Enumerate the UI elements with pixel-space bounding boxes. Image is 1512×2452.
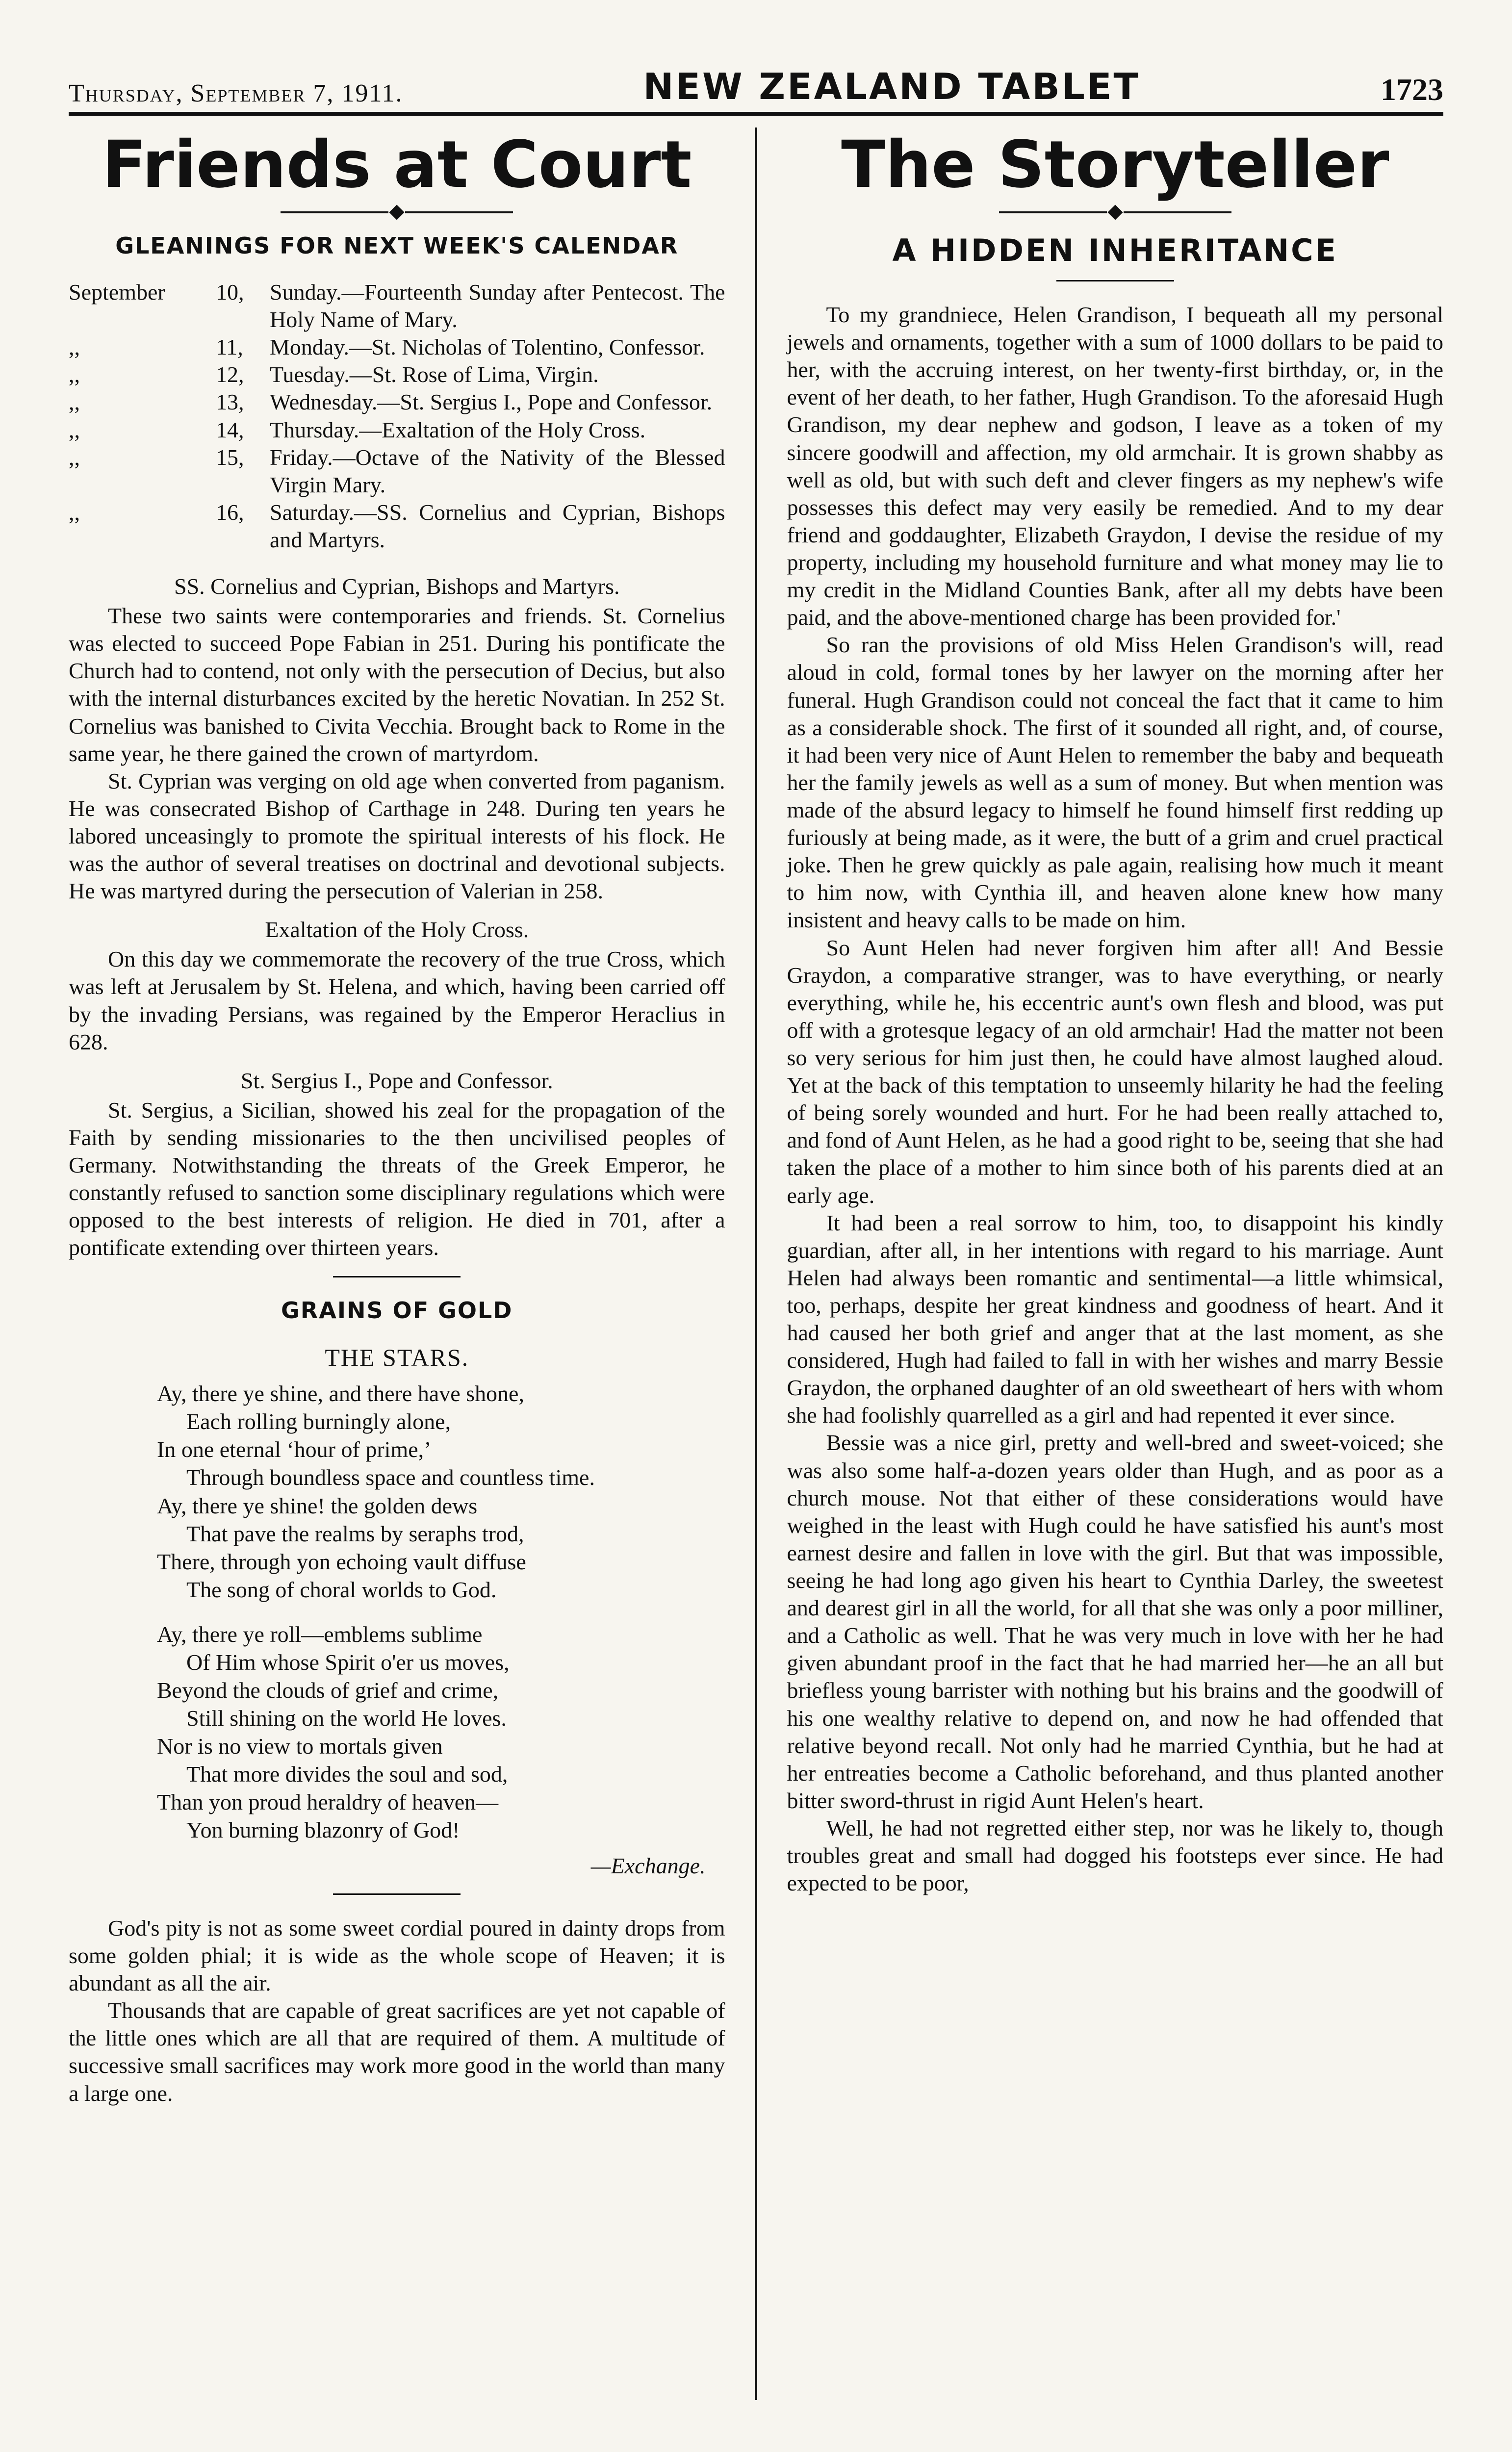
poem-line: In one eternal ‘hour of prime,’ [157,1437,432,1462]
calendar-day: 10, [216,280,244,305]
paragraph: On this day we commemorate the recovery of the true Cross, which was left at Jerusalem by St. Helena, and which, having been carried off by the invading Persians, was regained by the Emperor Heraclius in 628. [69,946,725,1054]
paragraph: St. Cyprian was verging on old age when converted from paganism. He was consecrated Bishop of Carthage in 248. During ten years he labored unceasingly to promote the spiritual interests of his flock. He was the author of several treatises on doctrinal and devotional subjects. He was martyred during the persecution of Valerian in 258. [69,768,725,904]
grains-of-gold-heading: GRAINS OF GOLD [281,1297,513,1324]
calendar-entry [69,499,725,554]
calendar-text: Thursday.—Exaltation of the Holy Cross. [270,417,646,442]
calendar-list [69,279,725,554]
poem-line: Nor is no view to mortals given [157,1733,443,1759]
section-title: SS. Cornelius and Cyprian, Bishops and Martyrs. [174,574,620,599]
calendar-month: ,, [69,417,80,442]
calendar-day: 15, [216,444,244,470]
poem-line: Ay, there ye shine, and there have shone, [157,1381,524,1406]
story-body [787,301,1443,1897]
ornament-rule [69,207,725,218]
calendar-text: Wednesday.—St. Sergius I., Pope and Confessor. [270,389,713,415]
poem-line: Yon burning blazonry of God! [186,1817,460,1842]
poem-line: Ay, there ye roll—emblems sublime [157,1621,483,1647]
newspaper-title: NEW ZEALAND TABLET [643,66,1140,108]
calendar-entry [69,444,725,499]
section-title: St. Sergius I., Pope and Confessor. [240,1068,553,1093]
calendar-day: 11, [216,334,243,360]
calendar-day: 14, [216,417,244,442]
poem-line: Of Him whose Spirit o'er us moves, [186,1649,510,1675]
story-paragraph: Well, he had not regretted either step, nor was he likely to, though troubles great and small had dogged his footsteps ever since. He had expected to be poor, [787,1815,1444,1896]
department-heading-storyteller: The Storyteller [841,128,1389,203]
paragraph: God's pity is not as some sweet cordial poured in dainty drops from some golden phial; it is wide as the whole scope of Heaven; it is abundant as all the air. [69,1915,725,1996]
calendar-month: ,, [69,444,80,470]
calendar-day: 12, [216,362,244,387]
columns [69,128,1443,2400]
page-number: 1723 [1380,72,1443,107]
saints-sections [69,573,725,1261]
calendar-text: Friday.—Octave of the Nativity of the Blessed Virgin Mary. [270,444,725,497]
story-title: A HIDDEN INHERITANCE [892,232,1338,268]
poem-stanza [157,1379,725,1603]
poem-title: THE STARS. [325,1344,469,1372]
calendar-text: Tuesday.—St. Rose of Lima, Virgin. [270,362,599,387]
story-paragraph: It had been a real sorrow to him, too, to disappoint his kindly guardian, after all, in her intentions with regard to his marriage. Aunt Helen had always been romantic and sentimental—a little whimsical, too, perhaps, despite her great kindness and goodness of heart. And it had caused her both grief and anger that at the last moment, as she considered, Hugh had failed to fall in with her wishes and marry Bessie Graydon, the orphaned daughter of an old sweetheart of hers with whom she had foolishly quarrelled as a girl and had repented it ever since. [787,1210,1444,1428]
calendar-text: Saturday.—SS. Cornelius and Cyprian, Bishops and Martyrs. [270,499,725,552]
ornament-rule [787,207,1443,218]
calendar-month: ,, [69,499,80,525]
calendar-entry [69,416,725,444]
calendar-month: September [69,280,165,305]
poem-credit: —Exchange. [590,1853,706,1878]
section-title: Exaltation of the Holy Cross. [265,917,529,943]
calendar-month: ,, [69,334,80,360]
poem-line: There, through yon echoing vault diffuse [157,1549,526,1574]
poem [69,1379,725,1844]
right-column [767,128,1443,2400]
calendar-month: ,, [69,389,80,415]
poem-line: Beyond the clouds of grief and crime, [157,1677,499,1703]
story-paragraph: To my grandniece, Helen Grandison, I bequeath all my personal jewels and ornaments, together with a sum of 1000 dollars to be paid to her, with the accruing interest, on her twenty-first birthday, or, in the event of her death, to her father, Hugh Grandison. To the aforesaid Hugh Grandison, my dear nephew and godson, I leave as a token of my sincere goodwill and affection, my old armchair. It is grown shabby as well as old, but with such deft and clever fingers as my nephew's wife possesses this defect may very easily be remedied. And to my dear friend and goddaughter, Elizabeth Graydon, I devise the residue of my property, including my household furniture and what money may lie to my credit in the Midland Counties Bank, after all my debts have been paid, and the above-mentioned charge has been provided for.' [787,302,1444,630]
calendar-entry [69,279,725,333]
column-rule [755,128,758,2400]
calendar-month: ,, [69,362,80,387]
department-heading-friends-at-court: Friends at Court [102,128,692,203]
calendar-subheading: GLEANINGS FOR NEXT WEEK'S CALENDAR [115,232,679,259]
left-column [69,128,745,2400]
paragraph: These two saints were contemporaries and friends. St. Cornelius was elected to succeed Pope Fabian in 251. During his pontificate the Church had to contend, not only with the persecution of Decius, but also with the internal disturbances excited by the heretic Novatian. In 252 St. Cornelius was banished to Civita Vecchia. Brought back to Rome in the same year, he there gained the crown of martyrdom. [69,603,725,766]
calendar-entry [69,361,725,388]
poem-line: Than yon proud heraldry of heaven— [157,1789,499,1814]
calendar-text: Sunday.—Fourteenth Sunday after Pentecost. The Holy Name of Mary. [270,280,725,332]
story-paragraph: So Aunt Helen had never forgiven him after all! And Bessie Graydon, a comparative stranger, was to have everything, or nearly everything, while he, his eccentric aunt's own flesh and blood, was put off with a grotesque legacy of an old armchair! Had the matter not been so very serious for him just then, he could have almost laughed aloud. Yet at the back of this temptation to unseemly hilarity he had the feeling of being sorely wounded and hurt. For he had been really attached to, and fond of Aunt Helen, as he had a good right to be, seeing that she had taken the place of a mother to him since both of his parents died at an early age. [787,935,1444,1208]
calendar-text: Monday.—St. Nicholas of Tolentino, Confessor. [270,334,705,360]
poem-line: Each rolling burningly alone, [186,1409,451,1434]
masthead [69,54,1443,116]
poem-line: That more divides the soul and sod, [186,1761,508,1787]
poem-line: Through boundless space and countless time. [186,1465,595,1490]
calendar-day: 16, [216,499,244,525]
poem-divider [333,1893,461,1895]
poem-stanza [157,1620,725,1844]
story-paragraph: Bessie was a nice girl, pretty and well-bred and sweet-voiced; she was also some half-a-dozen years older than Hugh, and as poor as a church mouse. Not that either of these considerations would have weighed in the least with Hugh could he have satisfied his aunt's most earnest desire and fallen in love with the girl. But that was impossible, seeing he had long ago given his heart to Cynthia Darley, the sweetest and dearest girl in all the world, for all that she was only a poor milliner, and a Catholic as well. That he was very much in love with her he had given abundant proof in the fact that he had married her—he an all but briefless young barrister with nothing but his brains and the goodwill of his one wealthy relative to depend on, and now he had offended that relative beyond recall. Not only had he married Cynthia, but he had at her entreaties become a Catholic beforehand, and thus planted another bitter sword-thrust in rigid Aunt Helen's heart. [787,1430,1444,1813]
poem-line: The song of choral worlds to God. [186,1577,497,1602]
paragraph: St. Sergius, a Sicilian, showed his zeal for the propagation of the Faith by sending missionaries to the then uncivilised peoples of Germany. Notwithstanding the threats of the Greek Emperor, he constantly refused to sanction some disciplinary regulations which were opposed to the best interests of religion. He died in 701, after a pontificate extending over thirteen years. [69,1097,725,1260]
calendar-entry [69,333,725,361]
poem-line: That pave the realms by seraphs trod, [186,1521,524,1546]
section-divider [333,1276,461,1277]
calendar-entry [69,388,725,416]
story-paragraph: So ran the provisions of old Miss Helen Grandison's will, read aloud in cold, formal tones by her lawyer on the morning after her funeral. Hugh Grandison could not conceal the fact that it came to him as a considerable shock. The first of it sounded all right, and, of course, it had been very nice of Aunt Helen to remember the baby and bequeath her the family jewels as well as a sum of money. But when mention was made of the absurd legacy to himself he found himself first redding up furiously at being made, as it were, the butt of a grim and cruel practical joke. Then he grew quickly as pale again, realising how much it meant to him now, with Cynthia ill, and heaven alone knew how many insistent and heavy calls to be made on him. [787,632,1444,933]
issue-date: Thursday, September 7, 1911. [69,79,403,107]
paragraph: Thousands that are capable of great sacrifices are yet not capable of the little ones which are all that are required of them. A multitude of successive small sacrifices may work more good in the world than many a large one. [69,1998,725,2106]
grains-paragraphs [69,1915,725,2107]
title-rule [1056,280,1174,281]
calendar-day: 13, [216,389,244,415]
poem-line: Ay, there ye shine! the golden dews [157,1493,478,1518]
poem-line: Still shining on the world He loves. [186,1705,507,1731]
